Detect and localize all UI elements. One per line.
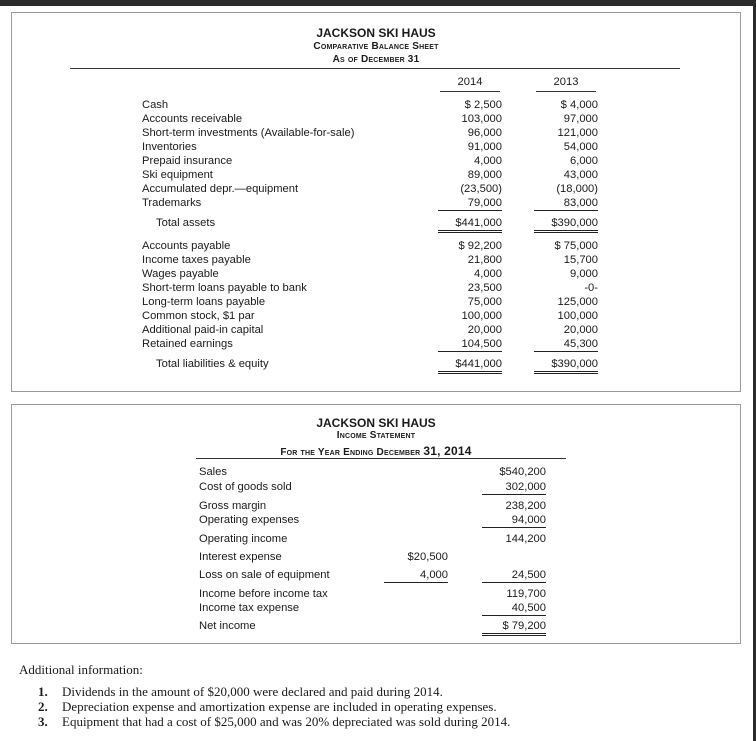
row-label: Operating expenses [199, 514, 300, 526]
value-2014: (23,500) [460, 183, 502, 195]
row-label: Prepaid insurance [142, 155, 233, 167]
total-2014: $441,000 [438, 357, 502, 374]
income-statement-panel [11, 404, 741, 644]
value-2014: 103,000 [461, 113, 502, 125]
row-label: Retained earnings [142, 338, 233, 350]
row-label: Wages payable [142, 268, 219, 280]
row-label: Gross margin [199, 500, 267, 512]
column-header-2014: 2014 [457, 76, 483, 88]
row-label: Sales [199, 466, 227, 478]
row-label: Trademarks [142, 197, 202, 209]
total-2014: $441,000 [438, 216, 502, 233]
value-2013: 125,000 [557, 296, 598, 308]
list-item: 1. Dividends in the amount of $20,000 were declared and paid during 2014. [38, 684, 443, 699]
row-label: Interest expense [199, 551, 282, 563]
value-2013: 54,000 [563, 141, 598, 153]
row-label: Additional paid-in capital [142, 324, 264, 336]
value-2014: 79,000 [438, 196, 502, 211]
additional-info-heading: Additional information: [19, 662, 143, 677]
value-2013: $ 75,000 [554, 240, 598, 252]
row-label: Operating income [199, 533, 288, 545]
inner-value: $20,500 [407, 551, 448, 563]
row-label: Total liabilities & equity [156, 358, 269, 370]
value-2014: 20,000 [467, 324, 502, 336]
column-header-2013: 2013 [553, 76, 579, 88]
row-label: Short-term loans payable to bank [142, 282, 307, 294]
balance-sheet-panel [11, 12, 741, 392]
row-label: Loss on sale of equipment [199, 569, 330, 581]
value-2013: 97,000 [563, 113, 598, 125]
value-2013: 6,000 [570, 155, 598, 167]
value-2013: (18,000) [556, 183, 598, 195]
row-label: Accounts receivable [142, 113, 243, 125]
balance-sheet-subtitle: As of December 31 [332, 54, 420, 65]
outer-value: 24,500 [482, 568, 546, 583]
value-2014: 21,800 [467, 254, 502, 266]
row-label: Accounts payable [142, 240, 231, 252]
top-border [0, 0, 756, 6]
header-rule [196, 458, 566, 459]
row-label: Net income [199, 620, 256, 632]
column-header-rule [536, 91, 596, 92]
value-2013: 9,000 [570, 268, 598, 280]
row-label: Ski equipment [142, 169, 213, 181]
value-2014: 91,000 [467, 141, 502, 153]
value-2014: $ 2,500 [464, 99, 502, 111]
row-label: Total assets [156, 217, 216, 229]
outer-value: $ 79,200 [482, 619, 546, 636]
row-label: Inventories [142, 141, 197, 153]
value-2013: 15,700 [563, 254, 598, 266]
outer-value: 302,000 [482, 480, 546, 495]
row-label: Cost of goods sold [199, 481, 292, 493]
income-statement-company: JACKSON SKI HAUS [316, 416, 436, 430]
value-2013: 43,000 [563, 169, 598, 181]
outer-value: 94,000 [482, 513, 546, 528]
value-2013: 121,000 [557, 127, 598, 139]
outer-value: 119,700 [506, 588, 546, 600]
balance-sheet-company: JACKSON SKI HAUS [316, 26, 436, 40]
value-2013: $ 4,000 [560, 99, 598, 111]
total-2013: $390,000 [534, 216, 598, 233]
row-label: Common stock, $1 par [142, 310, 255, 322]
list-item: 3. Equipment that had a cost of $25,000 and was 20% depreciated was sold during 2014. [38, 714, 511, 729]
row-label: Long-term loans payable [142, 296, 266, 308]
value-2014: 104,500 [438, 337, 502, 352]
row-label: Short-term investments (Available-for-sale) [142, 127, 355, 139]
value-2013: 100,000 [557, 310, 598, 322]
value-2014: 96,000 [467, 127, 502, 139]
row-label: Cash [142, 99, 169, 111]
inner-value: 4,000 [384, 568, 448, 583]
total-2013: $390,000 [534, 357, 598, 374]
header-rule [70, 68, 680, 69]
additional-info-list [38, 684, 510, 729]
value-2013: 20,000 [563, 324, 598, 336]
value-2014: 23,500 [467, 282, 502, 294]
value-2013: 45,300 [534, 337, 598, 352]
income-statement-subtitle: For the Year Ending December 31, 2014 [280, 444, 472, 458]
income-statement-title: Income Statement [336, 430, 416, 441]
row-label: Income taxes payable [142, 254, 251, 266]
value-2014: 75,000 [467, 296, 502, 308]
outer-value: 144,200 [505, 533, 546, 545]
column-header-rule [440, 91, 500, 92]
row-label: Income tax expense [199, 602, 300, 614]
value-2014: $ 92,200 [458, 240, 502, 252]
list-item: 2. Depreciation expense and amortization expense are included in operating expenses. [38, 699, 497, 714]
row-label: Accumulated depr.—equipment [142, 183, 299, 195]
row-label: Income before income tax [199, 588, 328, 600]
value-2014: 4,000 [474, 155, 502, 167]
value-2014: 4,000 [474, 268, 502, 280]
value-2013: -0- [584, 282, 598, 294]
balance-sheet-title: Comparative Balance Sheet [313, 41, 439, 52]
value-2014: 100,000 [461, 310, 502, 322]
value-2014: 89,000 [467, 169, 502, 181]
outer-value: 238,200 [505, 500, 546, 512]
outer-value: 40,500 [482, 601, 546, 616]
outer-value: $540,200 [499, 466, 546, 478]
value-2013: 83,000 [534, 196, 598, 211]
